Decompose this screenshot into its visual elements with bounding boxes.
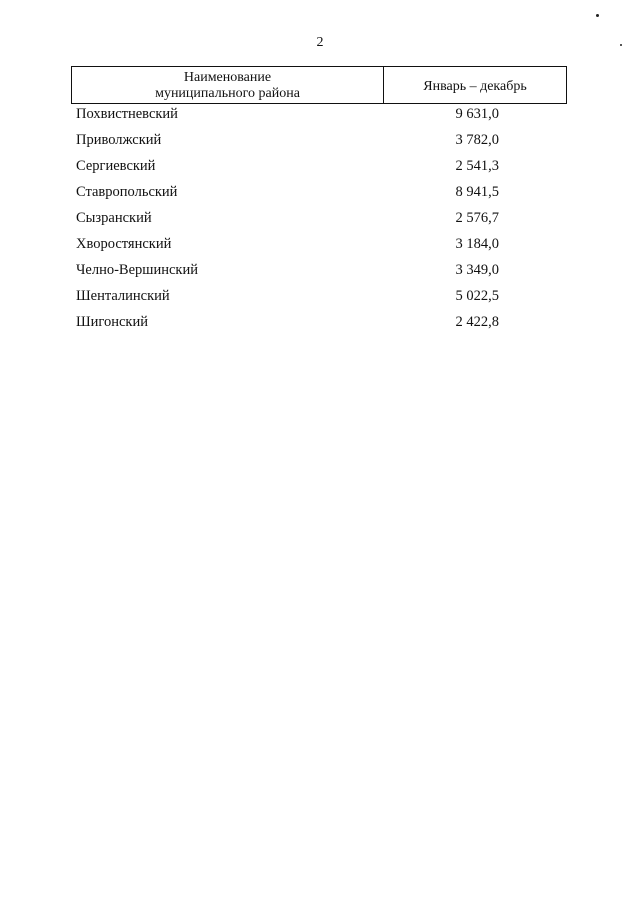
- district-name: Шенталинский: [76, 288, 170, 304]
- district-value: 2 422,8: [455, 314, 499, 330]
- table-row: [0, 156, 640, 182]
- district-name: Хворостянский: [76, 236, 172, 252]
- header-period: Январь – декабрь: [423, 79, 527, 94]
- table-body: [0, 104, 640, 338]
- table-row: [0, 104, 640, 130]
- table-row: [0, 182, 640, 208]
- district-value: 3 349,0: [455, 262, 499, 278]
- district-value: 8 941,5: [455, 184, 499, 200]
- district-name: Сызранский: [76, 210, 152, 226]
- header-district-name: [72, 67, 384, 103]
- table-row: [0, 208, 640, 234]
- district-name: Челно-Вершинский: [76, 262, 198, 278]
- district-value: 3 782,0: [455, 132, 499, 148]
- district-value: 2 576,7: [455, 210, 499, 226]
- table-row: [0, 312, 640, 338]
- table-row: [0, 260, 640, 286]
- header-name-line1: Наименование: [183, 70, 272, 85]
- district-name: Шигонский: [76, 314, 148, 330]
- district-value: 3 184,0: [455, 236, 499, 252]
- table-row: [0, 286, 640, 312]
- table-row: [0, 234, 640, 260]
- district-name: Сергиевский: [76, 158, 156, 174]
- page-number: 2: [316, 35, 324, 50]
- scan-speck: [596, 14, 599, 17]
- district-value: 2 541,3: [455, 158, 499, 174]
- district-name: Приволжский: [76, 132, 162, 148]
- district-name: Ставропольский: [76, 184, 178, 200]
- header-name-line2: муниципального района: [155, 86, 300, 101]
- district-value: 5 022,5: [455, 288, 499, 304]
- district-name: Похвистневский: [76, 106, 178, 122]
- table-header: [71, 66, 567, 104]
- district-value: 9 631,0: [455, 106, 499, 122]
- table-row: [0, 130, 640, 156]
